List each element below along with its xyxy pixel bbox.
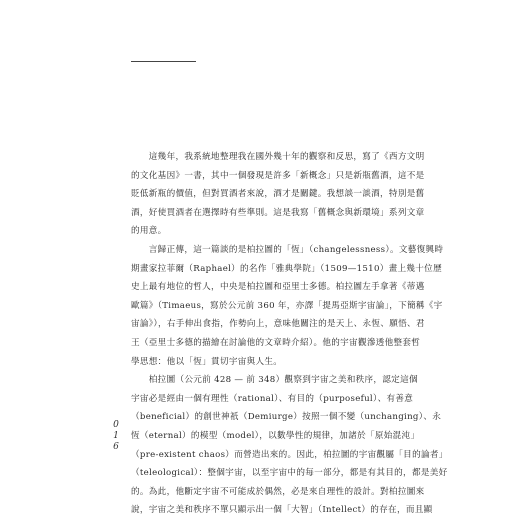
text-line: （pre-existent chaos）而營造出來的。因此，柏拉圖的宇宙觀屬「目的論者」 bbox=[131, 449, 448, 460]
top-rule bbox=[131, 61, 196, 62]
text-line: 的文化基因》一書，其中一個發現是許多「新概念」只是新瓶舊酒，這不是 bbox=[131, 170, 425, 181]
text-line: 歐篇》（Timaeus，寫於公元前 360 年，亦譯「提馬亞斯宇宙論」，下簡稱《宇 bbox=[131, 300, 443, 311]
text-line: 酒，好使買酒者在選擇時有些準則。這是我寫「舊概念與新環境」系列文章 bbox=[131, 207, 425, 218]
page-number-digit: 1 bbox=[113, 431, 119, 441]
body-text bbox=[131, 148, 448, 520]
paragraph-2 bbox=[131, 241, 444, 371]
text-line: （beneficial）的創世神祇（Demiurge）按照一個不變（unchanging）、永 bbox=[131, 412, 442, 423]
text-line: 這幾年，我系統地整理我在國外幾十年的觀察和反思，寫了《西方文明 bbox=[131, 152, 425, 162]
text-line: 的用意。 bbox=[131, 226, 167, 237]
page-number-digit: 6 bbox=[113, 442, 119, 452]
text-line: 的。為此，他斷定宇宙不可能成於偶然，必是來自理性的設計。對柏拉圖來 bbox=[131, 486, 425, 497]
text-line: 王（亞里士多德的描繪在討論他的文章時介紹）。他的宇宙觀滲透他整套哲 bbox=[131, 337, 421, 348]
text-line: 柏拉圖（公元前 428 — 前 348）觀察到宇宙之美和秩序，認定這個 bbox=[131, 375, 418, 386]
text-line: 學思想：他以「恆」貫切宇宙與人生。 bbox=[131, 356, 283, 367]
text-line: 宇宙必是經由一個有理性（rational）、有目的（purposeful）、有善意 bbox=[131, 393, 414, 404]
text-line: 宙論》），右手伸出食指，作勢向上，意味他關注的是天上、永恆、願悟、君 bbox=[131, 319, 425, 330]
text-line: 說，宇宙之美和秩序不單只顯示出一個「大智」（Intellect）的存在，而且顯 bbox=[131, 505, 433, 516]
text-line: 貶低新瓶的價值，但對買酒者來說，酒才是關鍵。我想談一談酒，特別是舊 bbox=[131, 189, 425, 200]
page-number-digit: 0 bbox=[113, 420, 119, 430]
text-line: 史上最有地位的哲人，中央是柏拉圖和亞里士多德。柏拉圖左手拿著《蒂邁 bbox=[131, 282, 425, 293]
paragraph-3 bbox=[131, 371, 448, 520]
text-line: 期畫家拉菲爾（Raphael）的名作「雅典學院」（1509—1510）畫上幾十位歷 bbox=[131, 263, 442, 274]
text-line: 言歸正傳，這一篇談的是柏拉圖的「恆」（changelessness）。文藝復興時 bbox=[131, 244, 444, 255]
text-line: 恆（eternal）的模型（model），以數學性的規律，加諸於「原始混沌」 bbox=[131, 430, 420, 441]
paragraph-1 bbox=[131, 148, 425, 241]
page-number bbox=[111, 420, 121, 453]
text-line: （teleological）：整個宇宙，以至宇宙中的每一部分，都是有其目的，都是美好 bbox=[131, 468, 448, 479]
